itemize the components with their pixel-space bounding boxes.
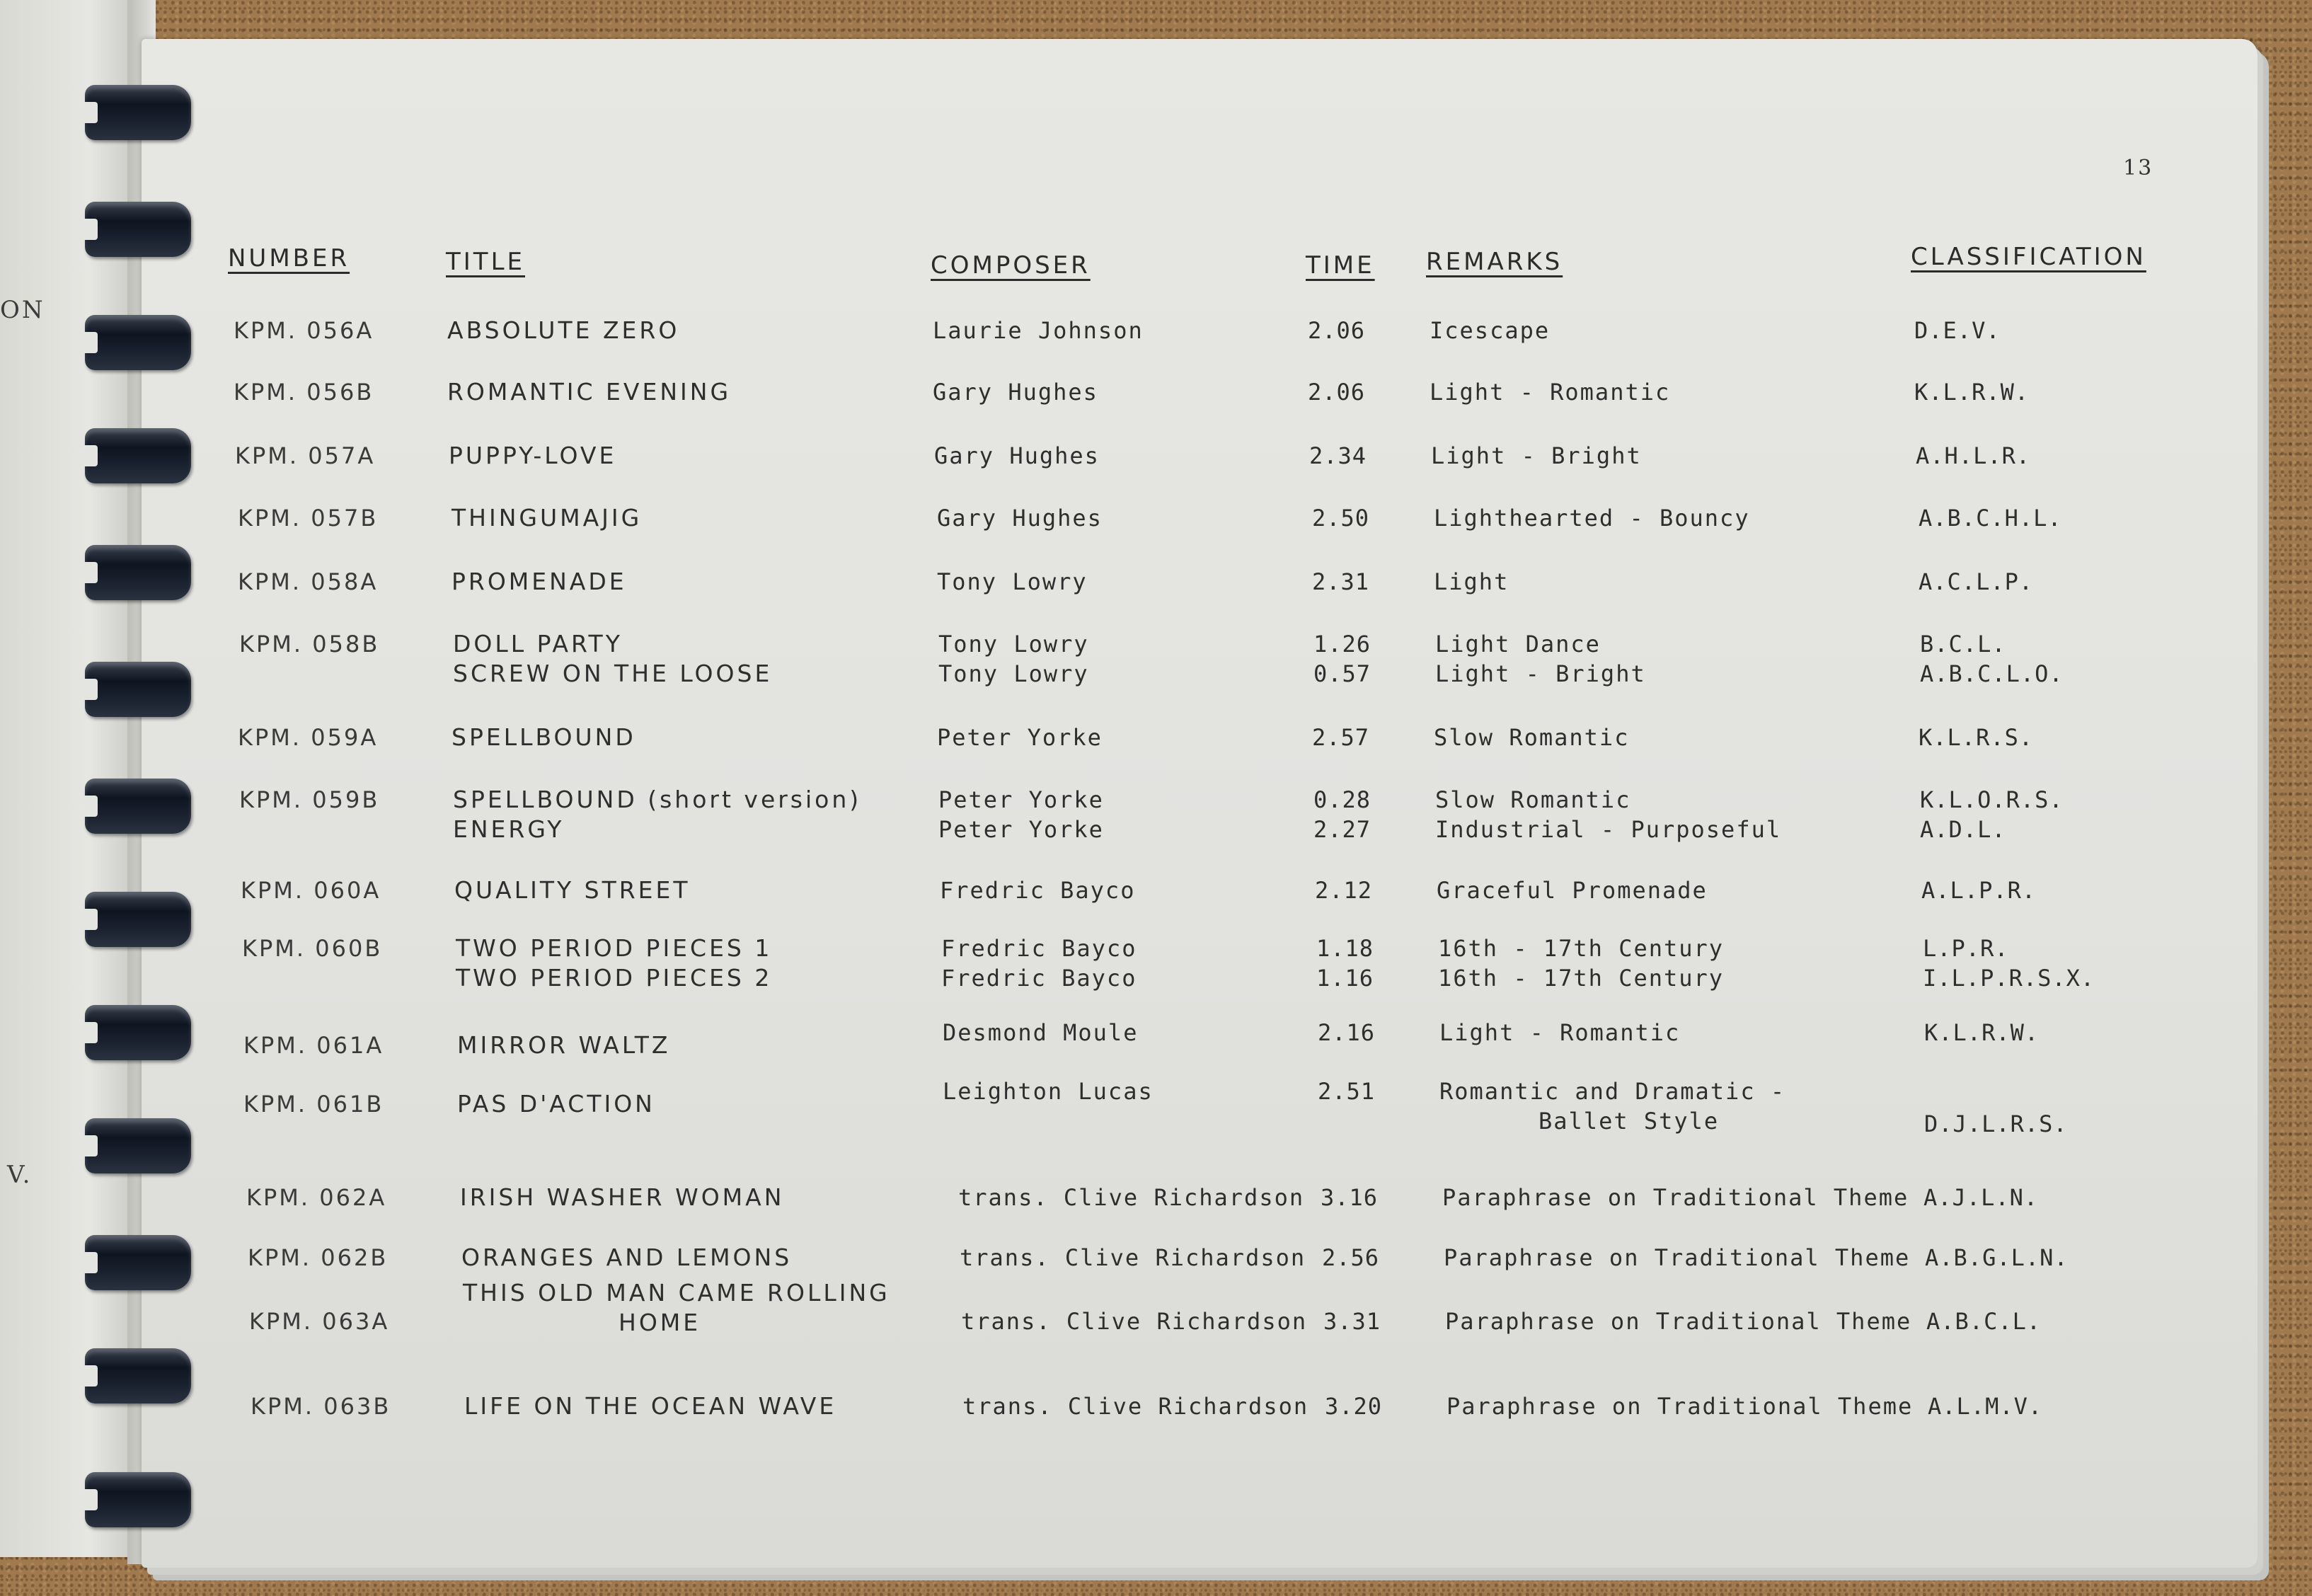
binding-ring: [85, 1118, 191, 1173]
track-title: ENERGY: [453, 815, 565, 843]
track-remarks: Light: [1434, 568, 1509, 595]
track-title: PUPPY-LOVE: [449, 442, 617, 469]
header-time: TIME: [1306, 251, 1375, 280]
track-composer: Fredric Bayco: [941, 935, 1137, 962]
track-number: KPM. 063A: [249, 1308, 390, 1335]
binding-ring: [85, 545, 191, 600]
track-number: KPM. 056A: [234, 317, 374, 344]
track-composer: Leighton Lucas: [943, 1078, 1154, 1105]
header-remarks: REMARKS: [1426, 248, 1563, 276]
binding-ring: [85, 315, 191, 370]
track-classification: I.L.P.R.S.X.: [1923, 965, 2095, 992]
track-title: LIFE ON THE OCEAN WAVE: [464, 1392, 837, 1420]
track-title: THINGUMAJIG: [452, 504, 643, 532]
track-composer: Fredric Bayco: [941, 965, 1137, 992]
track-time: 2.50: [1312, 505, 1370, 532]
track-number: KPM. 059B: [239, 786, 380, 813]
track-title: HOME: [619, 1309, 701, 1336]
track-number: KPM. 057B: [238, 505, 379, 532]
track-time: 2.31: [1312, 568, 1370, 595]
track-remarks: Icescape: [1430, 317, 1551, 344]
track-classification: A.J.L.N.: [1923, 1184, 2039, 1211]
track-composer: Peter Yorke: [937, 724, 1103, 751]
track-number: KPM. 059A: [238, 724, 379, 751]
left-page-fragment: V.: [7, 1161, 33, 1189]
track-classification: A.D.L.: [1920, 816, 2006, 843]
track-time: 2.12: [1315, 877, 1373, 904]
track-composer: Gary Hughes: [937, 505, 1103, 532]
track-composer: Peter Yorke: [938, 786, 1104, 813]
track-classification: A.B.C.L.: [1926, 1308, 2042, 1335]
track-remarks: Ballet Style: [1539, 1108, 1720, 1135]
track-composer: trans. Clive Richardson: [958, 1184, 1305, 1211]
track-remarks: Slow Romantic: [1435, 786, 1631, 813]
track-title: SPELLBOUND: [452, 723, 636, 751]
track-classification: A.L.M.V.: [1928, 1393, 2043, 1420]
track-remarks: Light - Bright: [1431, 442, 1642, 469]
track-number: KPM. 056B: [234, 379, 374, 406]
track-time: 2.06: [1308, 379, 1366, 406]
track-number: KPM. 058B: [239, 631, 380, 658]
track-title: QUALITY STREET: [454, 876, 691, 904]
track-remarks: Lighthearted - Bouncy: [1434, 505, 1750, 532]
track-composer: trans. Clive Richardson: [960, 1244, 1306, 1271]
binding-ring: [85, 779, 191, 834]
track-classification: A.B.C.L.O.: [1920, 660, 2064, 687]
track-remarks: Paraphrase on Traditional Theme: [1447, 1393, 1914, 1420]
track-title: THIS OLD MAN CAME ROLLING: [463, 1279, 890, 1307]
track-composer: Laurie Johnson: [933, 317, 1144, 344]
track-number: KPM. 061A: [243, 1032, 384, 1059]
track-number: KPM. 057A: [235, 442, 376, 469]
track-remarks: Paraphrase on Traditional Theme: [1445, 1308, 1912, 1335]
binding-ring: [85, 892, 191, 947]
track-time: 3.20: [1325, 1393, 1383, 1420]
track-title: IRISH WASHER WOMAN: [460, 1183, 785, 1211]
binding-ring: [85, 202, 191, 257]
track-remarks: Graceful Promenade: [1437, 877, 1708, 904]
track-time: 0.28: [1313, 786, 1371, 813]
track-classification: A.L.P.R.: [1921, 877, 2037, 904]
track-classification: B.C.L.: [1920, 631, 2006, 658]
binding-ring: [85, 662, 191, 717]
track-title: DOLL PARTY: [453, 630, 623, 658]
track-time: 1.16: [1316, 965, 1374, 992]
track-composer: trans. Clive Richardson: [962, 1393, 1309, 1420]
track-composer: Fredric Bayco: [940, 877, 1136, 904]
track-time: 2.06: [1308, 317, 1366, 344]
spiral-binding: [71, 0, 198, 1596]
track-title: SCREW ON THE LOOSE: [453, 660, 773, 687]
track-classification: A.B.G.L.N.: [1925, 1244, 2069, 1271]
track-classification: K.L.O.R.S.: [1920, 786, 2064, 813]
track-composer: Tony Lowry: [937, 568, 1088, 595]
track-remarks: Paraphrase on Traditional Theme: [1444, 1244, 1911, 1271]
track-composer: Gary Hughes: [933, 379, 1098, 406]
binding-ring: [85, 1235, 191, 1290]
left-page-fragment: ON: [0, 296, 45, 324]
track-remarks: 16th - 17th Century: [1438, 935, 1725, 962]
track-composer: Tony Lowry: [938, 660, 1089, 687]
track-classification: K.L.R.W.: [1914, 379, 2030, 406]
track-time: 2.51: [1318, 1078, 1376, 1105]
track-remarks: 16th - 17th Century: [1438, 965, 1725, 992]
track-composer: Tony Lowry: [938, 631, 1089, 658]
track-number: KPM. 058A: [238, 568, 379, 595]
track-classification: A.H.L.R.: [1916, 442, 2031, 469]
track-title: MIRROR WALTZ: [457, 1031, 671, 1059]
track-classification: L.P.R.: [1923, 935, 2009, 962]
track-title: ROMANTIC EVENING: [447, 378, 732, 406]
track-composer: Peter Yorke: [938, 816, 1104, 843]
track-time: 2.56: [1322, 1244, 1380, 1271]
track-time: 2.34: [1309, 442, 1367, 469]
track-remarks: Paraphrase on Traditional Theme: [1442, 1184, 1909, 1211]
track-remarks: Light - Romantic: [1439, 1019, 1681, 1046]
track-classification: K.L.R.W.: [1924, 1019, 2040, 1046]
track-time: 0.57: [1313, 660, 1371, 687]
track-title: ABSOLUTE ZERO: [447, 316, 680, 344]
binding-ring: [85, 85, 191, 140]
track-title: SPELLBOUND (short version): [453, 786, 862, 813]
track-remarks: Romantic and Dramatic -: [1439, 1078, 1786, 1105]
track-title: PAS D'ACTION: [457, 1090, 655, 1118]
header-composer: COMPOSER: [931, 251, 1091, 280]
track-remarks: Industrial - Purposeful: [1435, 816, 1782, 843]
track-classification: A.C.L.P.: [1919, 568, 2034, 595]
track-classification: A.B.C.H.L.: [1919, 505, 2062, 532]
track-time: 3.31: [1323, 1308, 1381, 1335]
track-remarks: Slow Romantic: [1434, 724, 1630, 751]
track-number: KPM. 060A: [241, 877, 381, 904]
track-time: 1.26: [1313, 631, 1371, 658]
header-classification: CLASSIFICATION: [1911, 243, 2146, 271]
binding-ring: [85, 1005, 191, 1060]
track-number: KPM. 062B: [248, 1244, 389, 1271]
track-composer: trans. Clive Richardson: [961, 1308, 1308, 1335]
track-classification: K.L.R.S.: [1919, 724, 2034, 751]
track-title: TWO PERIOD PIECES 1: [456, 934, 773, 962]
track-classification: D.J.L.R.S.: [1924, 1110, 2068, 1137]
binding-ring: [85, 428, 191, 483]
header-title: TITLE: [446, 248, 525, 276]
track-time: 2.27: [1313, 816, 1371, 843]
track-time: 2.16: [1318, 1019, 1376, 1046]
track-remarks: Light - Romantic: [1430, 379, 1671, 406]
track-time: 2.57: [1312, 724, 1370, 751]
track-title: ORANGES AND LEMONS: [461, 1244, 793, 1271]
track-number: KPM. 061B: [243, 1091, 384, 1118]
track-composer: Desmond Moule: [943, 1019, 1139, 1046]
track-number: KPM. 062A: [246, 1184, 387, 1211]
track-time: 3.16: [1321, 1184, 1379, 1211]
page-number: 13: [2123, 156, 2153, 180]
track-remarks: Light Dance: [1435, 631, 1601, 658]
binding-ring: [85, 1472, 191, 1527]
track-time: 1.18: [1316, 935, 1374, 962]
track-classification: D.E.V.: [1914, 317, 2001, 344]
track-number: KPM. 060B: [242, 935, 383, 962]
track-remarks: Light - Bright: [1435, 660, 1646, 687]
track-title: PROMENADE: [452, 568, 627, 595]
track-title: TWO PERIOD PIECES 2: [456, 964, 773, 992]
header-number: NUMBER: [228, 244, 350, 272]
track-number: KPM. 063B: [251, 1393, 391, 1420]
track-composer: Gary Hughes: [934, 442, 1100, 469]
binding-ring: [85, 1348, 191, 1403]
